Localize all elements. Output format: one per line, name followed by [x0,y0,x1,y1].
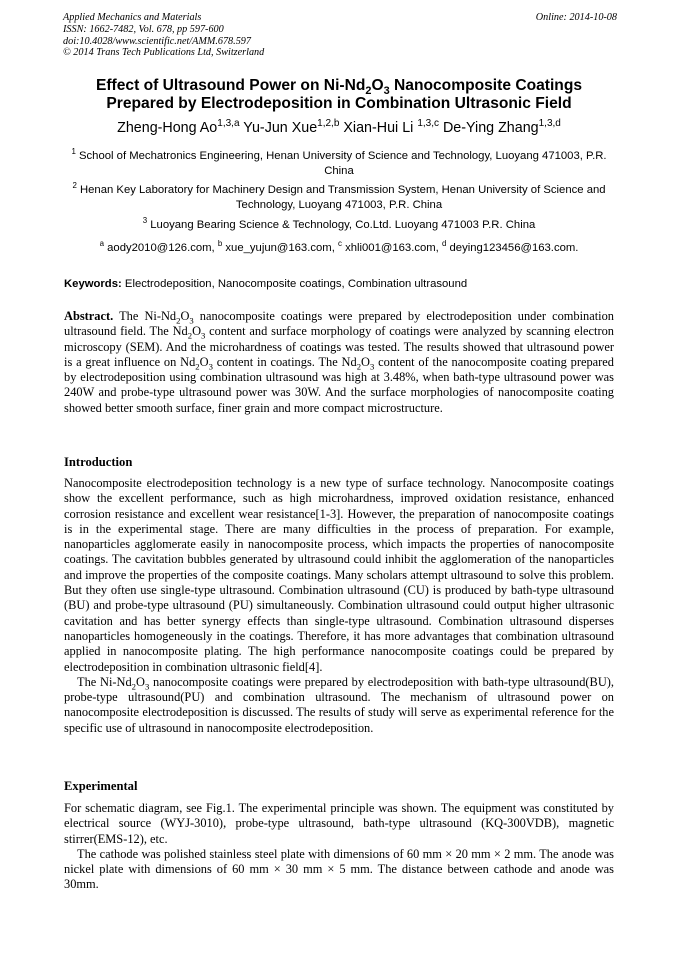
title-line-2: Prepared by Electrodeposition in Combination Ultrasonic Field [106,95,572,112]
keywords-label: Keywords: [64,278,122,290]
paragraph: For schematic diagram, see Fig.1. The experimental principle was shown. The equipment was constituted by electrical source (WYJ-3010), probe-type ultrasound, bath-type ultrasound (KQ-300VDB), magnetic stirrer(EMS-12), etc. [64,801,614,846]
paragraph: Nanocomposite electrodeposition technology is a new type of surface technology. Nanocomposite coatings show the excellent performance, such as high microhardness, improved oxidation resistance, enhanced corrosion resistance and excellent wear resistance[1-3]. However, the preparation of nanocomposite coatings is in the experimental stage. There are many difficulties in the process of preparation. For example, nanoparticles agglomerate easily in nanocomposite process, which impacts the properties of nanocomposite coatings. The cavitation bubbles generated by ultrasound could inhibit the agglomeration of the nanoparticles and improve the properties of the composite coatings. Many scholars attempt ultrasound to solve this problem. But they often use single-type ultrasound. Combination ultrasound (CU) is produced by bath-type ultrasound (BU) and probe-type ultrasound (PU) simultaneously. Combination ultrasound could output higher ultrasonic cavitation and has better synergy effects than single-type ultrasound. Combination ultrasound disperses nanoparticles homogeneously in the coatings. Therefore, it has more advantages that combination ultrasound applied in nanocomposite plating. The high performance nanocomposite coatings could be prepared by electrodeposition in combination ultrasonic field[4]. [64,476,614,674]
abstract: Abstract. The $Ni-Nd_2O_3$ nanocomposite coatings were prepared by electrodeposition under combination ultrasound field. The $Nd_2O_3$ content and surface morphology of coatings were analyzed by scanning electron microscopy (SEM). And the microhardness of coatings was tested. The results showed that ultrasound power is a great influence on $Nd_2O_3$ content in coatings. The $Nd_2O_3$ content of the nanocomposite coating prepared by electrodeposition using combination ultrasound was high at 3.48%, when bath-type ultrasound power was 240W and probe-type ultrasound power was 30W. And the surface morphologies of nanocomposite coating showed better smooth surface, finer grain and more compact microstructure. [64,309,615,415]
author: Yu-Jun Xue$^{1,2,b}$ [243,118,340,136]
journal-copyright: © 2014 Trans Tech Publications Ltd, Switzerland [63,47,265,59]
paper-title [40,77,638,113]
keywords [64,277,614,292]
email[interactable]: $^d$ deying123456@163.com. [441,239,579,254]
journal-doi: doi:10.4028/www.scientific.net/AMM.678.597 [63,35,251,47]
email[interactable]: $^a$ aody2010@126.com, [99,239,215,254]
section-heading-experimental: Experimental [64,779,138,793]
author: Xian-Hui Li $^{1,3,c}$ [343,118,439,136]
keywords-text: Electrodeposition, Nanocomposite coatings, Combination ultrasound [124,278,468,290]
journal-issn: ISSN: 1662-7482, Vol. 678, pp 597-600 [63,23,224,35]
introduction-body [64,476,614,736]
affiliation: $^3$ Luoyang Bearing Science & Technology, Co.Ltd. Luoyang 471003 P.R. China [142,216,536,231]
experimental-body [64,801,614,893]
email[interactable]: $^c$ xhli001@163.com, [337,239,439,254]
affiliation: $^2$ Henan Key Laboratory for Machinery Design and Transmission System, Henan University of Science and Technology, Luoyang 471003, P.R. China [72,181,606,211]
email[interactable]: $^b$ xue_yujun@163.com, [217,239,335,254]
author: Zheng-Hong Ao$^{1,3,a}$ [117,118,240,136]
author-list [30,119,648,137]
journal-header [63,12,617,59]
section-heading-introduction: Introduction [64,455,133,469]
email-list [30,241,648,256]
title-line-1: Effect of Ultrasound Power on $Ni-Nd_2O_3$ Nanocomposite Coatings [95,77,583,98]
paragraph: The $Ni-Nd_2O_3$ nanocomposite coatings were prepared by electrodeposition with bath-type ultrasound(BU), probe-type ultrasound(PU) and combination ultrasound. The mechanism of ultrasound power on nanocomposite electrodeposition is discussed. The results of study will serve as experimental reference for the specific use of ultrasound in nanocomposite electrodeposition. [64,674,614,735]
author: De-Ying Zhang$^{1,3,d}$ [442,118,561,136]
abstract-label: Abstract. [64,309,114,323]
online-date: Online: 2014-10-08 [535,12,617,23]
paragraph: The cathode was polished stainless steel plate with dimensions of 60 mm × 20 mm × 2 mm. The anode was nickel plate with dimensions of 60 mm × 30 mm × 5 mm. The distance between cathode and anode was 30mm. [64,846,614,892]
affiliation: $^1$ School of Mechatronics Engineering, Henan University of Science and Technology, Luoyang 471003, P.R. China [71,147,607,177]
journal-name: Applied Mechanics and Materials [63,12,202,23]
